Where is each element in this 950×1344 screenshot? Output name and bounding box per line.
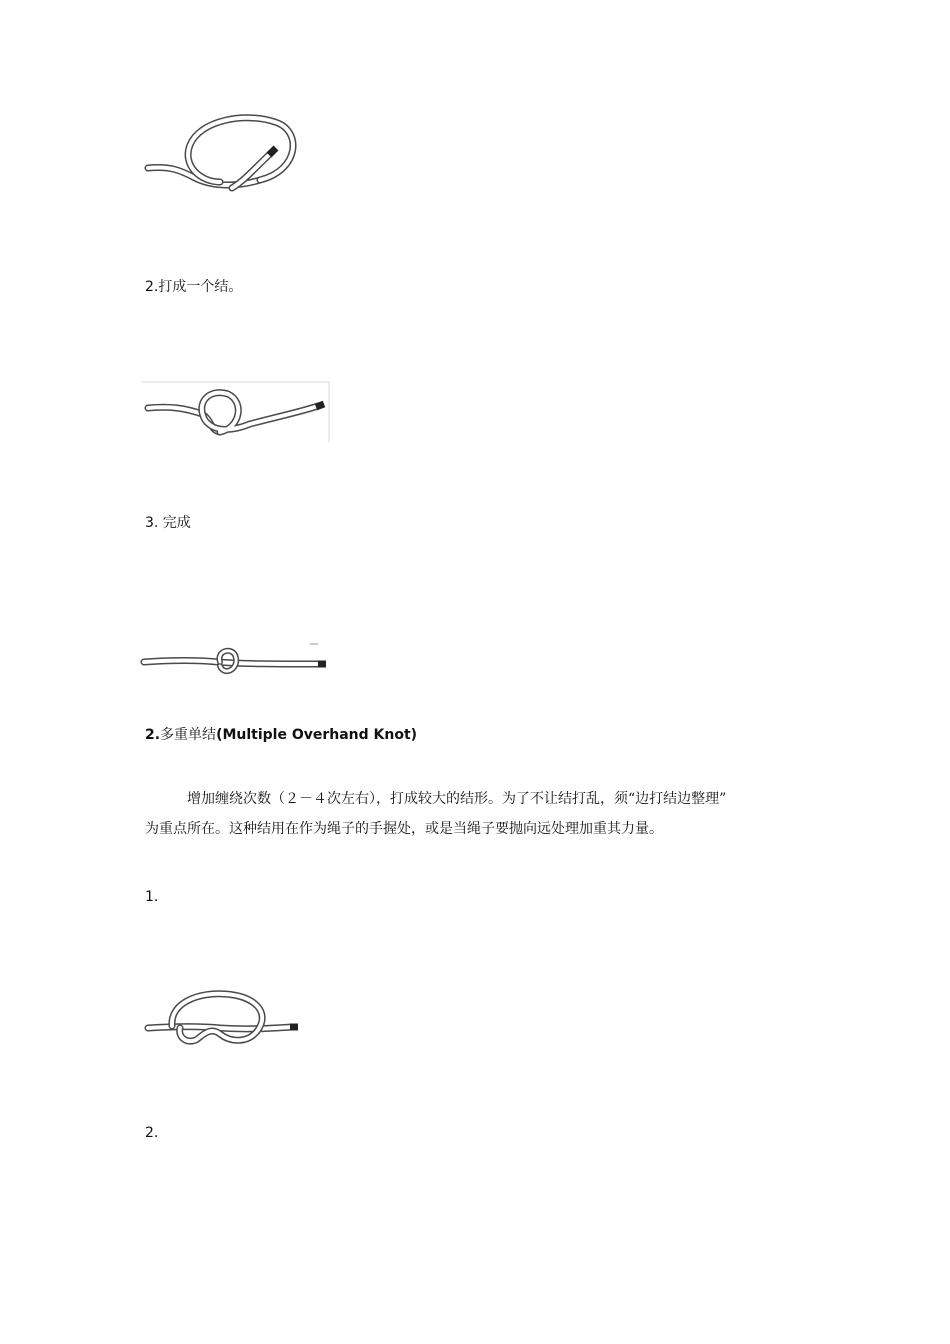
rope-overhand-knot-icon	[140, 380, 332, 444]
heading-number: 2.	[145, 727, 161, 743]
section-heading	[145, 726, 417, 744]
heading-english: (Multiple Overhand Knot)	[216, 727, 418, 743]
heading-chinese: 多重单结	[160, 727, 217, 743]
multiple-step-2-label: 2.	[145, 1125, 159, 1141]
step-3-label: 3. 完成	[145, 515, 191, 531]
description-paragraph	[145, 784, 817, 844]
step-2-label: 2.打成一个结。	[145, 279, 243, 295]
paragraph-line-2: 为重点所在。这种结用在作为绳子的手握处，或是当绳子要抛向远处理加重其力量。	[145, 821, 663, 837]
rope-finished-knot-icon	[140, 636, 332, 686]
rope-loop-icon	[140, 110, 310, 210]
paragraph-line-1: 增加缠绕次数（２－４次左右），打成较大的结形。为了不让结打乱，须“边打结边整理”	[187, 791, 727, 807]
rope-multiple-wrap-icon	[140, 982, 310, 1058]
multiple-step-1-label: 1.	[145, 889, 159, 905]
